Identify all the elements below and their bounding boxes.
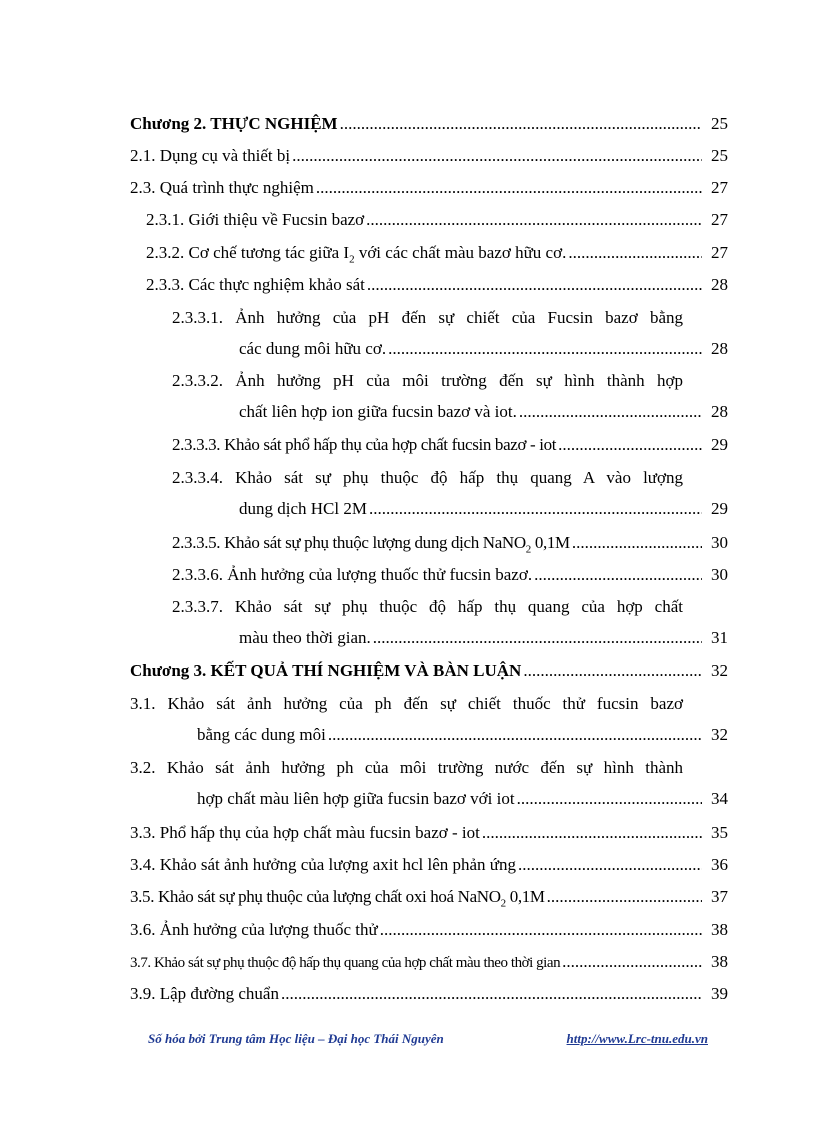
dot-leader xyxy=(568,242,702,264)
toc-page-number: 38 xyxy=(711,920,728,939)
toc-label-line-2: màu theo thời gian. xyxy=(239,628,371,647)
toc-label: 2.3.3. Các thực nghiệm khảo sát xyxy=(146,275,365,294)
toc-label: 2.1. Dụng cụ và thiết bị xyxy=(130,146,291,165)
dot-leader xyxy=(558,434,702,456)
dot-leader xyxy=(380,919,702,941)
toc-entry-2-3[interactable] xyxy=(130,177,728,199)
toc-label: 3.4. Khảo sát ảnh hưởng của lượng axit hcl lên phản ứng xyxy=(130,855,517,874)
toc-label: 3.3. Phổ hấp thụ của hợp chất màu fucsin bazơ - iot xyxy=(130,823,480,842)
toc-entry-3-7[interactable] xyxy=(130,951,728,974)
dot-leader xyxy=(519,401,702,423)
toc-page-number: 32 xyxy=(711,661,728,680)
toc-label-line-1: 2.3.3.4. Khảo sát sự phụ thuộc độ hấp thụ quang A vào lượng xyxy=(172,468,683,487)
toc-page-number: 30 xyxy=(711,565,728,584)
toc-label: 2.3.3.5. Khảo sát sự phụ thuộc lượng dung dịch NaNO$_2$ 0,1M xyxy=(172,533,570,556)
toc-entry-2-3-3-3[interactable] xyxy=(172,434,728,456)
toc-page-number: 35 xyxy=(711,823,728,842)
toc-label: 2.3.3.3. Khảo sát phổ hấp thụ của hợp chất fucsin bazơ - iot xyxy=(172,435,557,454)
toc-page-number: 29 xyxy=(711,435,728,454)
dot-leader xyxy=(292,145,702,167)
toc-entry-2-3-2[interactable] xyxy=(146,242,728,264)
toc-label-line-2: các dung môi hữu cơ. xyxy=(239,339,387,358)
toc-entry-2-3-3-7[interactable] xyxy=(172,596,728,649)
toc-label: 3.7. Khảo sát sự phụ thuộc độ hấp thụ quang của hợp chất màu theo thời gian xyxy=(130,955,561,971)
toc-entry-3-3[interactable] xyxy=(130,822,728,844)
dot-leader xyxy=(562,951,702,973)
toc-label: Chương 3. KẾT QUẢ THÍ NGHIỆM VÀ BÀN LUẬN xyxy=(130,661,522,680)
toc-page-number: 28 xyxy=(711,339,728,358)
toc-entry-chapter-2[interactable] xyxy=(130,113,728,135)
toc-page-number: 27 xyxy=(711,210,728,229)
dot-leader xyxy=(518,854,702,876)
toc-label-line-1: 2.3.3.1. Ảnh hưởng của pH đến sự chiết của Fucsin bazơ bằng xyxy=(172,308,683,327)
dot-leader xyxy=(388,338,702,360)
toc-page-number: 29 xyxy=(711,499,728,518)
toc-label-line-2: hợp chất màu liên hợp giữa fucsin bazơ với iot xyxy=(197,789,515,808)
dot-leader xyxy=(547,886,702,908)
toc-entry-3-5[interactable] xyxy=(130,886,728,908)
dot-leader xyxy=(316,177,702,199)
dot-leader xyxy=(373,627,702,649)
toc-entry-2-3-1[interactable] xyxy=(146,209,728,231)
dot-leader xyxy=(281,983,702,1005)
toc-label: 2.3.1. Giới thiệu về Fucsin bazơ xyxy=(146,210,365,229)
toc-label-line-2: bằng các dung môi xyxy=(197,725,326,744)
toc-entry-2-3-3-2[interactable] xyxy=(172,370,728,423)
footer-link[interactable]: http://www.Lrc-tnu.edu.vn xyxy=(566,1031,708,1046)
dot-leader xyxy=(367,274,702,296)
toc-page-number: 25 xyxy=(711,114,728,133)
toc-entry-3-4[interactable] xyxy=(130,854,728,876)
toc-entry-3-9[interactable] xyxy=(130,983,728,1005)
dot-leader xyxy=(523,660,702,682)
toc-page-number: 31 xyxy=(711,628,728,647)
toc-label-line-2: dung dịch HCl 2M xyxy=(239,499,367,518)
toc-label-line-1: 2.3.3.7. Khảo sát sự phụ thuộc độ hấp thụ quang của hợp chất xyxy=(172,597,683,616)
toc-label: 3.9. Lập đường chuẩn xyxy=(130,984,279,1003)
toc-page-number: 37 xyxy=(711,887,728,906)
toc-label-line-1: 3.1. Khảo sát ảnh hưởng của ph đến sự chiết thuốc thử fucsin bazơ xyxy=(130,694,683,713)
toc-entry-2-3-3-4[interactable] xyxy=(172,467,728,520)
dot-leader xyxy=(366,209,702,231)
toc-page-number: 28 xyxy=(711,402,728,421)
toc-label: 2.3.2. Cơ chế tương tác giữa $I_2$ với các chất màu bazơ hữu cơ. xyxy=(146,243,567,266)
toc-page-number: 34 xyxy=(711,789,728,808)
toc-page-number: 39 xyxy=(711,984,728,1003)
toc-entry-2-3-3-5[interactable] xyxy=(172,532,728,554)
toc-page-number: 27 xyxy=(711,178,728,197)
toc-page-number: 38 xyxy=(711,952,728,971)
toc-entry-2-3-3[interactable] xyxy=(146,274,728,296)
toc-entry-3-2[interactable] xyxy=(130,757,728,810)
toc-entry-2-3-3-1[interactable] xyxy=(172,307,728,360)
footer-credit: Số hóa bởi Trung tâm Học liệu – Đại học Thái Nguyên xyxy=(148,1031,444,1046)
toc-label: 3.6. Ảnh hưởng của lượng thuốc thử xyxy=(130,920,378,939)
toc-page-number: 36 xyxy=(711,855,728,874)
dot-leader xyxy=(328,724,702,746)
dot-leader xyxy=(482,822,702,844)
toc-page-number: 30 xyxy=(711,533,728,552)
dot-leader xyxy=(534,564,702,586)
toc-label: 2.3.3.6. Ảnh hưởng của lượng thuốc thử fucsin bazơ. xyxy=(172,565,533,584)
toc-label-line-2: chất liên hợp ion giữa fucsin bazơ và iot. xyxy=(239,402,517,421)
toc-entry-chapter-3[interactable] xyxy=(130,660,728,682)
toc-entry-2-3-3-6[interactable] xyxy=(172,564,728,586)
toc-entry-3-6[interactable] xyxy=(130,919,728,941)
toc-label: 2.3. Quá trình thực nghiệm xyxy=(130,178,314,197)
toc-entry-3-1[interactable] xyxy=(130,693,728,746)
toc-entry-2-1[interactable] xyxy=(130,145,728,167)
dot-leader xyxy=(572,532,702,554)
toc-page-number: 27 xyxy=(711,243,728,262)
toc-label: 3.5. Khảo sát sự phụ thuộc của lượng chất oxi hoá NaNO$_2$ 0,1M xyxy=(130,887,545,910)
dot-leader xyxy=(517,788,702,810)
toc-label-line-1: 3.2. Khảo sát ảnh hưởng ph của môi trường nước đến sự hình thành xyxy=(130,758,683,777)
dot-leader xyxy=(369,498,702,520)
toc-label: Chương 2. THỰC NGHIỆM xyxy=(130,114,338,133)
toc-page-number: 28 xyxy=(711,275,728,294)
toc-label-line-1: 2.3.3.2. Ảnh hưởng pH của môi trường đến sự hình thành hợp xyxy=(172,371,683,390)
toc-page-number: 32 xyxy=(711,725,728,744)
toc-page-number: 25 xyxy=(711,146,728,165)
dot-leader xyxy=(340,113,702,135)
